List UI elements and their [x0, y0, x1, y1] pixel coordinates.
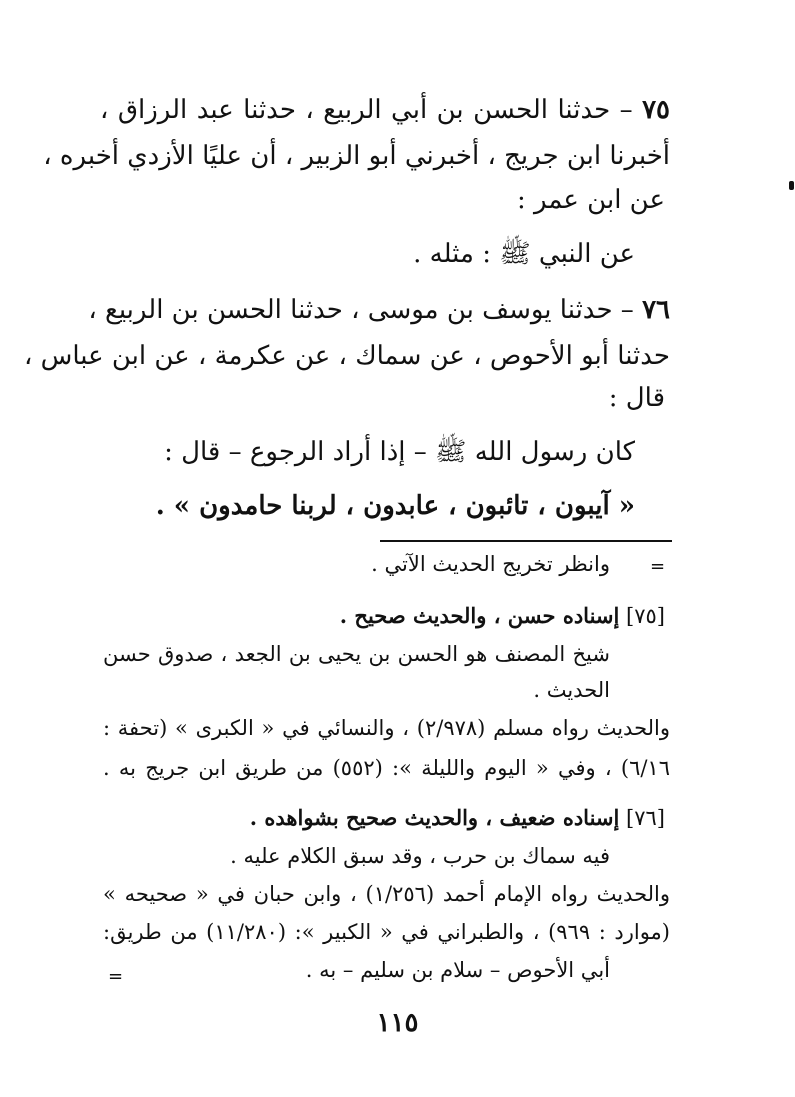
footnote-continuation: وانظر تخريج الحديث الآتي .: [371, 552, 610, 576]
hadith-76-line-1-text: – حدثنا يوسف بن موسى ، حدثنا الحسن بن الربيع ،: [88, 295, 634, 325]
hadith-75-line-3: عن ابن عمر :: [516, 185, 665, 215]
footnote-separator: [380, 540, 672, 542]
hadith-75-number: ٧٥: [642, 95, 671, 125]
hadith-75-line-1-text: – حدثنا الحسن بن أبي الربيع ، حدثنا عبد الرزاق ،: [100, 95, 633, 125]
footnote-75-line-4: ٦/١٦) ، وفي « اليوم والليلة »: (٥٥٢) من طريق ابن جريج به .: [103, 756, 670, 780]
hadith-76-number: ٧٦: [642, 295, 670, 325]
hadith-76-line-4: كان رسول الله ﷺ – إذا أراد الرجوع – قال :: [164, 437, 635, 467]
hadith-76-line-1: [88, 294, 670, 326]
hadith-76-line-3: قال :: [608, 383, 665, 413]
footnote-76-line-2: والحديث رواه الإمام أحمد (١/٢٥٦) ، وابن حبان في « صحيحه »: [103, 882, 671, 906]
footnote-75-line-2: الحديث .: [533, 678, 610, 702]
footnote-76-line-3: (موارد : ٩٦٩) ، والطبراني في « الكبير »: (١١/٢٨٠) من طريق:: [103, 920, 671, 944]
hadith-76-line-2: حدثنا أبو الأحوص ، عن سماك ، عن عكرمة ، عن ابن عباس ،: [23, 341, 670, 371]
footnote-76-line-1: فيه سماك بن حرب ، وقد سبق الكلام عليه .: [230, 844, 610, 868]
footnote-75-heading: [340, 602, 665, 630]
footnote-76-title: إسناده ضعيف ، والحديث صحيح بشواهده .: [249, 805, 620, 830]
footnote-76-line-4: أبي الأحوص – سلام بن سليم – به .: [305, 958, 610, 982]
footnote-76-heading: [250, 804, 665, 832]
hadith-75-line-2: أخبرنا ابن جريج ، أخبرني أبو الزبير ، أن عليًا الأزدي أخبره ،: [43, 141, 670, 171]
hadith-75-line-1: [100, 94, 670, 126]
footnote-75-line-3: والحديث رواه مسلم (٢/٩٧٨) ، والنسائي في « الكبرى » (تحفة :: [103, 716, 670, 740]
page-number: ١١٥: [376, 1008, 419, 1038]
continuation-mark: =: [650, 556, 666, 577]
end-continuation-mark: =: [108, 966, 124, 987]
footnote-75-number: [٧٥]: [626, 604, 665, 628]
scan-speck: [789, 181, 794, 190]
hadith-75-line-4: عن النبي ﷺ : مثله .: [413, 239, 635, 269]
footnote-75-line-1: شيخ المصنف هو الحسن بن يحيى بن الجعد ، صدوق حسن: [103, 642, 610, 666]
footnote-76-number: [٧٦]: [626, 806, 665, 830]
hadith-76-line-5: « آيبون ، تائبون ، عابدون ، لربنا حامدون » .: [155, 491, 635, 521]
footnote-75-title: إسناده حسن ، والحديث صحيح .: [339, 603, 620, 628]
